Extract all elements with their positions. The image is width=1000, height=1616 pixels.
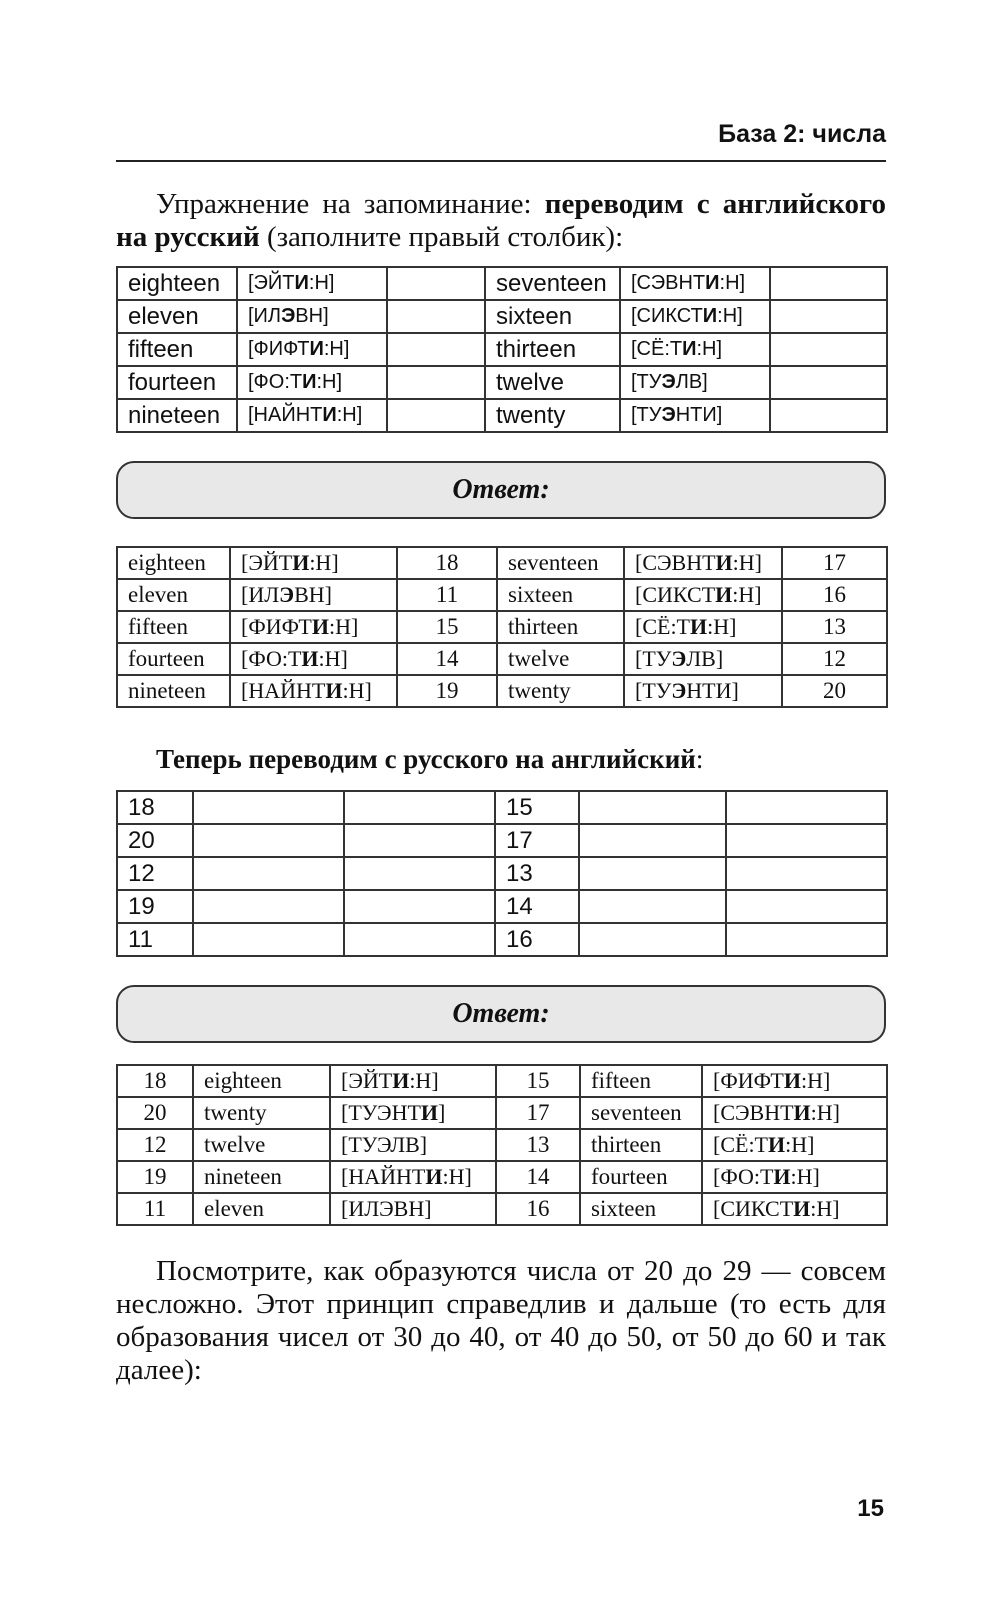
number-cell: 15 xyxy=(495,791,579,824)
answer-blank-cell[interactable] xyxy=(344,824,495,857)
table-row xyxy=(117,791,887,824)
table-row xyxy=(117,366,887,399)
transcription xyxy=(702,1097,887,1129)
table-row xyxy=(117,547,887,579)
header-title: База 2: числа xyxy=(718,120,886,148)
english-word: eighteen xyxy=(117,267,237,300)
table-row xyxy=(117,857,887,890)
transcription-part: [ФИФТ xyxy=(241,614,312,639)
transcription-part: [ЭЙТ xyxy=(341,1068,393,1093)
english-word: fourteen xyxy=(580,1161,702,1193)
transcription-part: [ТУЭЛВ] xyxy=(341,1132,428,1157)
transcription xyxy=(624,611,782,643)
english-word: fourteen xyxy=(117,366,237,399)
table-row xyxy=(117,399,887,432)
transcription-part: [НАЙНТ xyxy=(241,678,326,703)
transcription xyxy=(620,333,770,366)
answer-blank-cell[interactable] xyxy=(770,267,887,300)
intro-paragraph xyxy=(116,188,886,254)
english-word: eighteen xyxy=(193,1065,330,1097)
transcription-part: Э xyxy=(279,582,295,607)
transcription xyxy=(620,366,770,399)
transcription-part: [СЭВНТ xyxy=(635,550,716,575)
transcription-part: ЛВ] xyxy=(686,646,724,671)
english-word: eleven xyxy=(193,1193,330,1225)
english-word: fourteen xyxy=(117,643,230,675)
section-heading-colon: : xyxy=(695,744,704,774)
transcription-part: И xyxy=(793,1100,811,1125)
english-word: twenty xyxy=(193,1097,330,1129)
number-answer: 13 xyxy=(782,611,887,643)
intro-text: Упражнение на запоминание: xyxy=(156,188,545,220)
transcription-part: [ТУ xyxy=(631,371,662,393)
transcription xyxy=(330,1097,496,1129)
transcription-part: И xyxy=(702,305,718,327)
transcription-part: И xyxy=(773,1164,791,1189)
transcription xyxy=(237,366,387,399)
number-answer: 11 xyxy=(397,579,497,611)
number-cell: 16 xyxy=(495,923,579,956)
transcription-part: :Н] xyxy=(696,338,723,360)
transcription-part: И xyxy=(715,582,733,607)
transcription-part: ] xyxy=(438,1100,446,1125)
transcription-part: И xyxy=(294,272,309,294)
number-cell: 12 xyxy=(117,1129,193,1161)
transcription-part: Э xyxy=(661,404,676,426)
transcription xyxy=(230,547,397,579)
transcription-part: [НАЙНТ xyxy=(248,404,323,426)
answer-blank-cell[interactable] xyxy=(770,366,887,399)
answer-blank-cell[interactable] xyxy=(770,333,887,366)
transcription xyxy=(330,1129,496,1161)
transcription-part: [ИЛ xyxy=(248,305,282,327)
transcription-part: :Н] xyxy=(329,614,359,639)
transcription xyxy=(624,643,782,675)
intro-bold-text: переводим с английского на русский xyxy=(116,188,887,253)
answer-label: Ответ: xyxy=(452,474,550,505)
number-cell: 18 xyxy=(117,1065,193,1097)
english-word: eleven xyxy=(117,579,230,611)
answer-blank-cell[interactable] xyxy=(726,824,887,857)
transcription-part: :Н] xyxy=(308,272,335,294)
answer-blank-cell[interactable] xyxy=(193,890,344,923)
transcription-part: [СИКСТ xyxy=(713,1196,794,1221)
number-answer: 20 xyxy=(782,675,887,707)
answer-blank-cell[interactable] xyxy=(193,857,344,890)
number-answer: 15 xyxy=(397,611,497,643)
transcription-part: Э xyxy=(671,646,687,671)
table-row xyxy=(117,923,887,956)
answer-blank-cell[interactable] xyxy=(579,890,726,923)
number-cell: 17 xyxy=(495,824,579,857)
english-word: eleven xyxy=(117,300,237,333)
section-heading-bold: Теперь переводим с русского на английский xyxy=(156,744,696,774)
answer-blank-cell[interactable] xyxy=(579,824,726,857)
transcription-part: [ЭЙТ xyxy=(248,272,295,294)
number-answer: 12 xyxy=(782,643,887,675)
number-cell: 12 xyxy=(117,857,193,890)
transcription-part: И xyxy=(420,1100,439,1125)
transcription-part: И xyxy=(705,272,720,294)
transcription-part: И xyxy=(392,1068,410,1093)
transcription-part: [ФО:Т xyxy=(248,371,303,393)
transcription xyxy=(624,675,782,707)
transcription xyxy=(237,399,387,432)
english-word: fifteen xyxy=(580,1065,702,1097)
english-word: twenty xyxy=(485,399,620,432)
answer-blank-cell[interactable] xyxy=(726,890,887,923)
answer-table-en-ru xyxy=(116,546,888,708)
transcription-part: [СЭВНТ xyxy=(713,1100,794,1125)
transcription-part: [ЭЙТ xyxy=(241,550,293,575)
transcription-part: [ТУ xyxy=(635,646,672,671)
transcription-part: :Н] xyxy=(801,1068,831,1093)
english-word: sixteen xyxy=(497,579,624,611)
english-word: nineteen xyxy=(117,399,237,432)
number-answer: 16 xyxy=(782,579,887,611)
english-word: fifteen xyxy=(117,333,237,366)
page-number: 15 xyxy=(857,1495,884,1522)
transcription-part: [НАЙНТ xyxy=(341,1164,426,1189)
answer-table-ru-en xyxy=(116,1064,888,1226)
transcription-part: :Н] xyxy=(309,550,339,575)
transcription-part: :Н] xyxy=(717,305,743,327)
transcription xyxy=(702,1065,887,1097)
table-row xyxy=(117,1065,887,1097)
transcription-part: :Н] xyxy=(409,1068,439,1093)
transcription-part: ВН] xyxy=(295,305,329,327)
transcription-part: :Н] xyxy=(732,550,762,575)
transcription xyxy=(702,1193,887,1225)
answer-banner-2 xyxy=(116,985,886,1043)
transcription xyxy=(230,675,397,707)
table-row xyxy=(117,643,887,675)
transcription xyxy=(237,333,387,366)
table-row xyxy=(117,611,887,643)
number-cell: 16 xyxy=(496,1193,580,1225)
transcription-part: И xyxy=(425,1164,443,1189)
table-row xyxy=(117,579,887,611)
number-cell: 15 xyxy=(496,1065,580,1097)
transcription-part: [ФО:Т xyxy=(713,1164,774,1189)
transcription xyxy=(624,579,782,611)
running-header xyxy=(116,120,886,162)
transcription-part: [ФО:Т xyxy=(241,646,302,671)
transcription-part: И xyxy=(715,550,733,575)
transcription-part: :Н] xyxy=(790,1164,820,1189)
english-word: twelve xyxy=(193,1129,330,1161)
english-word: nineteen xyxy=(117,675,230,707)
table-row xyxy=(117,675,887,707)
transcription-part: ЛВ] xyxy=(675,371,708,393)
number-cell: 20 xyxy=(117,1097,193,1129)
number-answer: 14 xyxy=(397,643,497,675)
transcription xyxy=(330,1193,496,1225)
english-word: thirteen xyxy=(497,611,624,643)
closing-paragraph xyxy=(116,1255,886,1387)
english-word: sixteen xyxy=(485,300,620,333)
english-word: thirteen xyxy=(485,333,620,366)
transcription-part: Э xyxy=(661,371,676,393)
exercise-table-en-ru xyxy=(116,266,888,433)
transcription-part: [ФИФТ xyxy=(713,1068,784,1093)
exercise-table-ru-en xyxy=(116,790,888,957)
transcription xyxy=(237,267,387,300)
number-cell: 11 xyxy=(117,923,193,956)
answer-blank-cell[interactable] xyxy=(579,791,726,824)
number-cell: 14 xyxy=(496,1161,580,1193)
english-word: seventeen xyxy=(580,1097,702,1129)
transcription xyxy=(620,300,770,333)
closing-text: Посмотрите, как образуются числа от 20 до 29 — совсем несложно. Этот принцип справедлив и дальше (то есть для образования чисел от 30 до 40, от 40 до 50, от 50 до 60 и так далее): xyxy=(116,1255,886,1386)
transcription-part: И xyxy=(768,1132,786,1157)
transcription-part: [ФИФТ xyxy=(248,338,310,360)
table-row xyxy=(117,300,887,333)
transcription-part: И xyxy=(292,550,310,575)
table-row xyxy=(117,1161,887,1193)
transcription-part: И xyxy=(690,614,708,639)
answer-blank-cell[interactable] xyxy=(579,923,726,956)
number-cell: 19 xyxy=(117,890,193,923)
english-word: seventeen xyxy=(485,267,620,300)
transcription-part: :Н] xyxy=(810,1100,840,1125)
transcription-part: :Н] xyxy=(323,338,350,360)
answer-blank-cell[interactable] xyxy=(579,857,726,890)
transcription xyxy=(330,1161,496,1193)
answer-blank-cell[interactable] xyxy=(193,824,344,857)
answer-blank-cell[interactable] xyxy=(387,300,485,333)
table-row xyxy=(117,824,887,857)
transcription-part: НТИ] xyxy=(686,678,739,703)
transcription xyxy=(620,267,770,300)
transcription-part: [ИЛЭВН] xyxy=(341,1196,432,1221)
english-word: sixteen xyxy=(580,1193,702,1225)
answer-blank-cell[interactable] xyxy=(344,857,495,890)
transcription-part: :Н] xyxy=(316,371,343,393)
answer-blank-cell[interactable] xyxy=(344,890,495,923)
transcription-part: :Н] xyxy=(732,582,762,607)
transcription-part: И xyxy=(311,614,329,639)
transcription-part: И xyxy=(309,338,324,360)
number-cell: 18 xyxy=(117,791,193,824)
transcription-part: Э xyxy=(281,305,296,327)
transcription xyxy=(230,643,397,675)
transcription-part: И xyxy=(682,338,697,360)
transcription-part: И xyxy=(322,404,337,426)
english-word: nineteen xyxy=(193,1161,330,1193)
number-answer: 19 xyxy=(397,675,497,707)
english-word: twenty xyxy=(497,675,624,707)
number-cell: 17 xyxy=(496,1097,580,1129)
transcription xyxy=(624,547,782,579)
table-row xyxy=(117,1193,887,1225)
number-cell: 13 xyxy=(495,857,579,890)
transcription-part: И xyxy=(302,371,317,393)
number-cell: 14 xyxy=(495,890,579,923)
table-row xyxy=(117,1097,887,1129)
answer-blank-cell[interactable] xyxy=(387,366,485,399)
transcription-part: :Н] xyxy=(785,1132,815,1157)
answer-blank-cell[interactable] xyxy=(770,399,887,432)
transcription xyxy=(702,1161,887,1193)
transcription xyxy=(230,579,397,611)
answer-blank-cell[interactable] xyxy=(344,791,495,824)
transcription-part: НТИ] xyxy=(675,404,723,426)
transcription xyxy=(702,1129,887,1161)
transcription-part: И xyxy=(793,1196,811,1221)
transcription-part: [СЁ:Т xyxy=(635,614,690,639)
english-word: thirteen xyxy=(580,1129,702,1161)
transcription-part: :Н] xyxy=(442,1164,472,1189)
transcription-part: :Н] xyxy=(342,678,372,703)
table-row xyxy=(117,267,887,300)
answer-blank-cell[interactable] xyxy=(387,399,485,432)
transcription-part: [СИКСТ xyxy=(631,305,703,327)
transcription xyxy=(330,1065,496,1097)
transcription-part: [ТУЭНТ xyxy=(341,1100,421,1125)
transcription xyxy=(620,399,770,432)
transcription-part: :Н] xyxy=(810,1196,840,1221)
transcription-part: [СЭВНТ xyxy=(631,272,706,294)
transcription-part: И xyxy=(783,1068,801,1093)
table-row xyxy=(117,890,887,923)
english-word: seventeen xyxy=(497,547,624,579)
transcription-part: [ИЛ xyxy=(241,582,280,607)
transcription-part: [ТУ xyxy=(635,678,672,703)
transcription-part: [СЁ:Т xyxy=(631,338,683,360)
transcription-part: [ТУ xyxy=(631,404,662,426)
answer-blank-cell[interactable] xyxy=(726,857,887,890)
answer-blank-cell[interactable] xyxy=(726,923,887,956)
transcription-part: :Н] xyxy=(719,272,746,294)
number-answer: 17 xyxy=(782,547,887,579)
answer-blank-cell[interactable] xyxy=(770,300,887,333)
table-row xyxy=(117,1129,887,1161)
section-heading-ru-en xyxy=(156,744,703,775)
transcription-part: :Н] xyxy=(707,614,737,639)
transcription-part: [СИКСТ xyxy=(635,582,716,607)
answer-banner-1 xyxy=(116,461,886,519)
intro-text-end: (заполните правый столбик): xyxy=(259,221,624,253)
answer-blank-cell[interactable] xyxy=(726,791,887,824)
number-answer: 18 xyxy=(397,547,497,579)
answer-blank-cell[interactable] xyxy=(344,923,495,956)
transcription-part: Э xyxy=(671,678,687,703)
answer-blank-cell[interactable] xyxy=(193,791,344,824)
transcription xyxy=(237,300,387,333)
number-cell: 13 xyxy=(496,1129,580,1161)
table-row xyxy=(117,333,887,366)
answer-blank-cell[interactable] xyxy=(387,267,485,300)
number-cell: 19 xyxy=(117,1161,193,1193)
answer-label: Ответ: xyxy=(452,998,550,1029)
english-word: fifteen xyxy=(117,611,230,643)
answer-blank-cell[interactable] xyxy=(193,923,344,956)
transcription-part: :Н] xyxy=(318,646,348,671)
english-word: twelve xyxy=(497,643,624,675)
number-cell: 20 xyxy=(117,824,193,857)
english-word: eighteen xyxy=(117,547,230,579)
transcription-part: :Н] xyxy=(336,404,363,426)
number-cell: 11 xyxy=(117,1193,193,1225)
english-word: twelve xyxy=(485,366,620,399)
answer-blank-cell[interactable] xyxy=(387,333,485,366)
transcription-part: [СЁ:Т xyxy=(713,1132,768,1157)
transcription-part: И xyxy=(301,646,319,671)
transcription xyxy=(230,611,397,643)
transcription-part: И xyxy=(325,678,343,703)
transcription-part: ВН] xyxy=(294,582,332,607)
